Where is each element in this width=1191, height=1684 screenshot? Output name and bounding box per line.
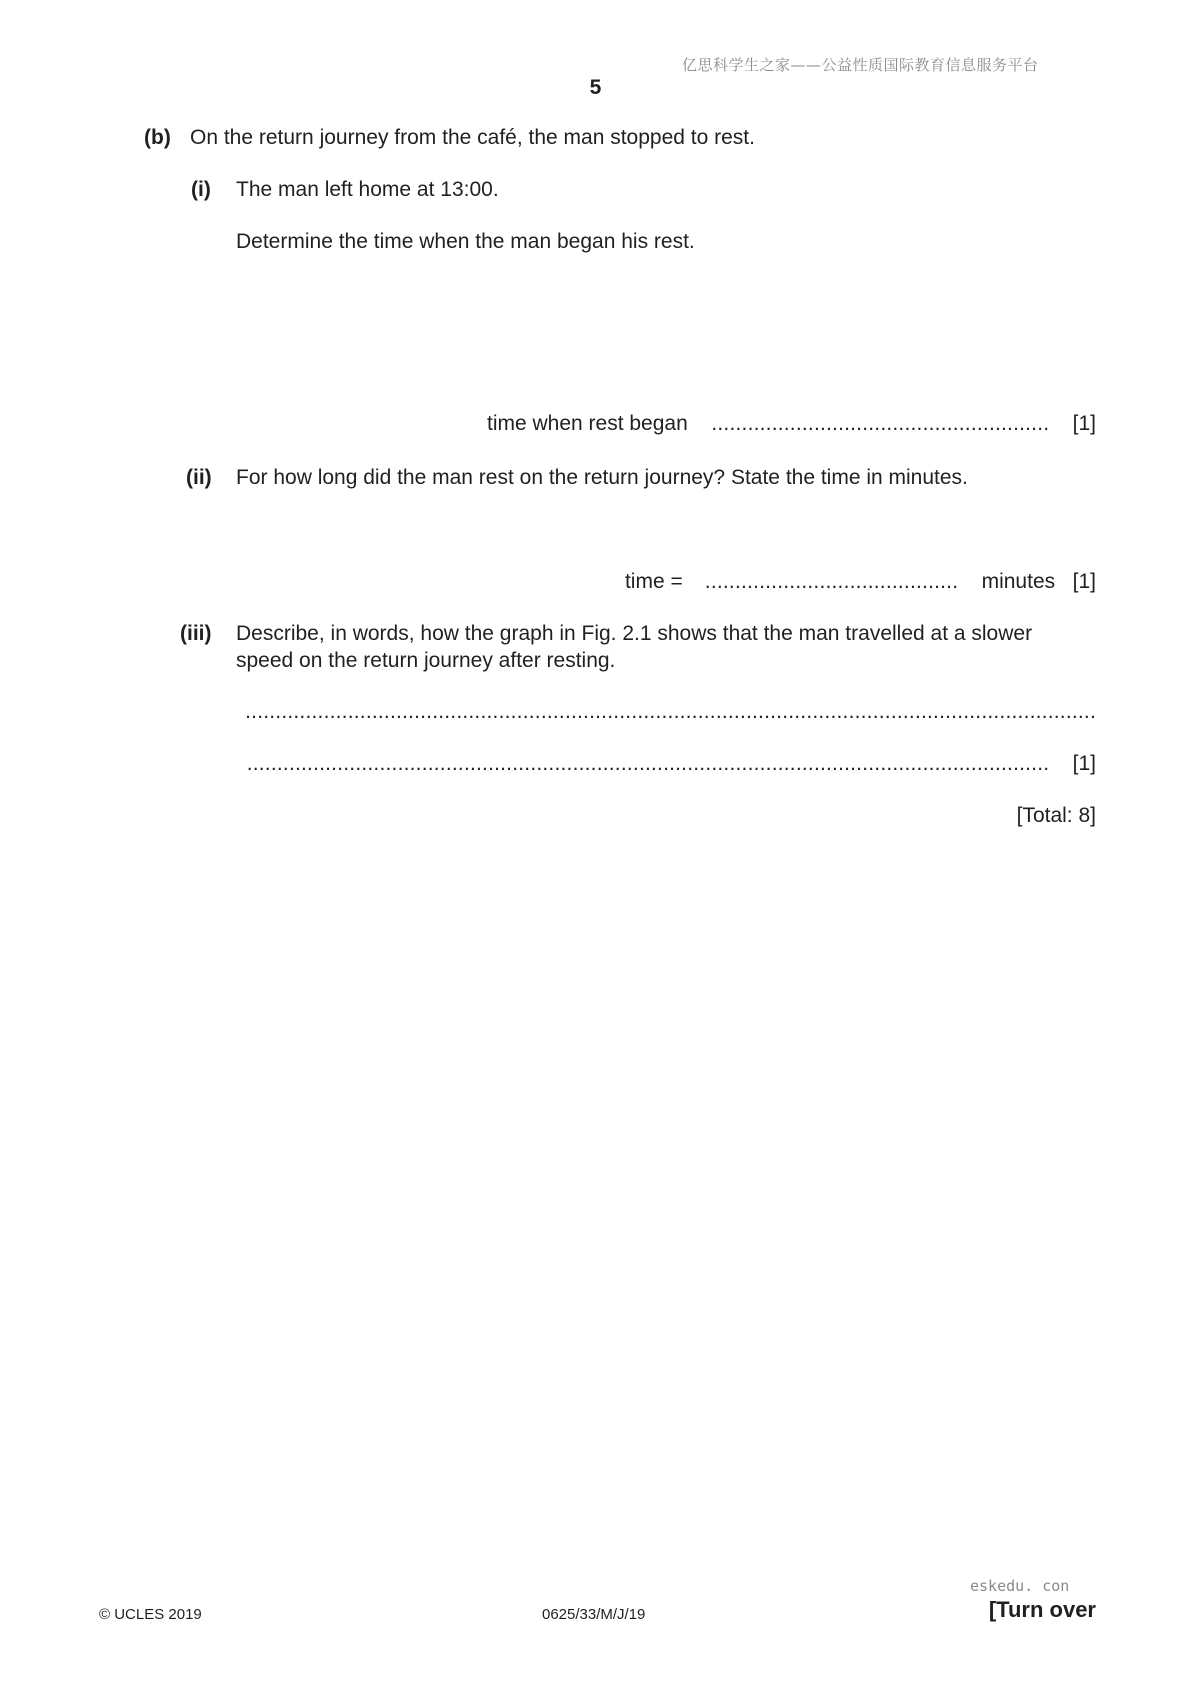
part-iii-label: (iii)	[180, 622, 212, 645]
part-b-intro: On the return journey from the café, the man stopped to rest.	[190, 126, 755, 149]
footer-copyright: © UCLES 2019	[99, 1606, 202, 1623]
marks-badge: [1]	[1072, 752, 1096, 775]
part-ii-label: (ii)	[186, 466, 212, 489]
answer-line-rest-duration	[625, 570, 1096, 594]
part-iii-question-line1: Describe, in words, how the graph in Fig. 2.1 shows that the man travelled at a slower	[236, 622, 1033, 645]
answer-line-rest-began	[487, 412, 1096, 436]
answer-field[interactable]: ........................................................	[711, 412, 1050, 435]
marks-badge: [1]	[1072, 570, 1096, 593]
part-b-label: (b)	[144, 126, 171, 149]
part-iii-question-line2: speed on the return journey after resting.	[236, 649, 616, 672]
footer-watermark: eskedu. con	[970, 1577, 1070, 1595]
answer-field[interactable]: ..........................................	[704, 570, 959, 593]
answer-field[interactable]: .....................................................................................................................................	[246, 752, 1050, 775]
total-marks: [Total: 8]	[1016, 804, 1096, 827]
turn-over-label: [Turn over	[988, 1597, 1096, 1622]
answer-prefix: time =	[624, 570, 683, 593]
part-i-line2: Determine the time when the man began his rest.	[236, 230, 695, 253]
page-number: 5	[589, 76, 602, 99]
watermark-text: 亿思科学生之家——公益性质国际教育信息服务平台	[682, 56, 1039, 74]
answer-field[interactable]: .............................................................................................................................................	[245, 700, 1096, 723]
answer-line-2	[231, 752, 1096, 776]
answer-prefix: time when rest began	[486, 412, 688, 435]
footer-paper-code: 0625/33/M/J/19	[542, 1606, 646, 1623]
part-i-label: (i)	[191, 178, 211, 201]
answer-unit: minutes	[981, 570, 1056, 593]
part-i-line1: The man left home at 13:00.	[236, 178, 499, 201]
answer-line-1	[240, 700, 1096, 724]
marks-badge: [1]	[1072, 412, 1096, 435]
part-ii-question: For how long did the man rest on the return journey? State the time in minutes.	[236, 466, 968, 489]
